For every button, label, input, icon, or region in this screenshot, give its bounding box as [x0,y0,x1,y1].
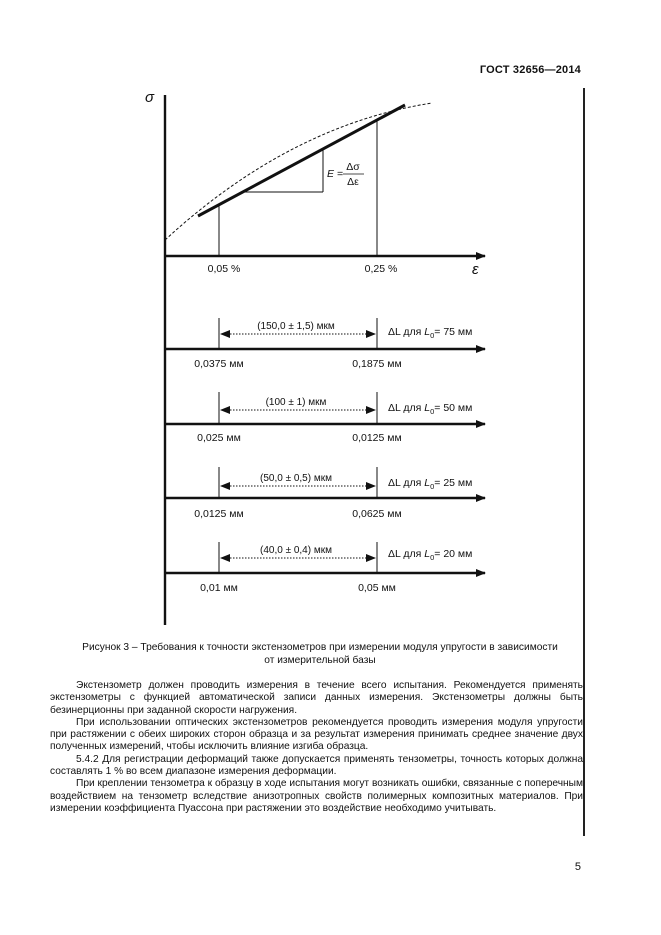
row-left-value: 0,0375 мм [194,358,244,370]
modulus-numerator: Δσ [346,161,360,173]
gauge-row-50 [165,392,485,444]
row-right-value: 0,0125 мм [352,432,402,444]
row-interval-label: (50,0 ± 0,5) мкм [260,473,332,484]
row-interval-label: (100 ± 1) мкм [265,397,327,408]
caption-line-2: от измерительной базы [264,655,376,666]
tick-label-005: 0,05 % [207,263,241,275]
paragraph-optical-extensometers: При использовании оптических экстензометров рекомендуется проводить измерения модуля упругости при растяжении с обеих широких сторон образца и за результат измерения принимать среднее значение двух полученных измерений, чтобы исключить влияние изгиба образца. [50,716,583,753]
standard-header: ГОСТ 32656—2014 [479,64,581,76]
row-gauge-label: ΔL для $L_0= 20$ мм [388,548,473,562]
figure-caption [40,641,600,667]
paragraph-tensometer-errors: При креплении тензометра к образцу в ходе испытания могут возникать ошибки, связанные с поперечным воздействием на тензометр вследствие анизотропных свойств полимерных композитных материалов. При измерении коэффициента Пуассона при растяжении это воздействие необходимо учитывать. [50,778,583,814]
paragraph-5-4-2: 5.4.2 Для регистрации деформаций также допускается применять тензометры, точность которых должна составлять 1 % во всем диапазоне измерения деформации. [50,753,583,778]
row-left-value: 0,01 мм [200,582,238,594]
gauge-row-20 [165,542,485,594]
modulus-denominator: Δε [347,176,359,188]
row-gauge-label: ΔL для $L_0= 25$ мм [388,477,473,491]
gauge-row-75 [165,318,485,370]
row-interval-label: (150,0 ± 1,5) мкм [257,321,335,332]
row-right-value: 0,0625 мм [352,508,402,520]
modulus-e-label: E = [327,168,344,180]
row-right-value: 0,1875 мм [352,358,402,370]
row-interval-label: (40,0 ± 0,4) мкм [260,545,332,556]
gauge-row-25 [165,467,485,520]
body-text [50,680,583,815]
page-number: 5 [574,861,581,873]
row-left-value: 0,0125 мм [194,508,244,520]
row-right-value: 0,05 мм [358,582,396,594]
caption-line-1: Рисунок 3 – Требования к точности экстензометров при измерении модуля упругости в зависимости [82,642,558,653]
secant-line [198,105,405,216]
epsilon-label: ε [472,261,479,278]
stress-strain-curve [165,103,432,240]
sigma-label: σ [145,89,155,106]
row-left-value: 0,025 мм [197,432,241,444]
row-gauge-label: ΔL для $L_0= 75$ мм [388,326,473,340]
row-gauge-label: ΔL для $L_0= 50$ мм [388,402,473,416]
tick-label-025: 0,25 % [364,263,398,275]
paragraph-extensometer-recording: Экстензометр должен проводить измерения в течение всего испытания. Рекомендуется применять экстензометры с функцией автоматической записи данных измерения. Экстензометры должны быть безинерционны при заданной скорости нагружения. [50,680,583,716]
